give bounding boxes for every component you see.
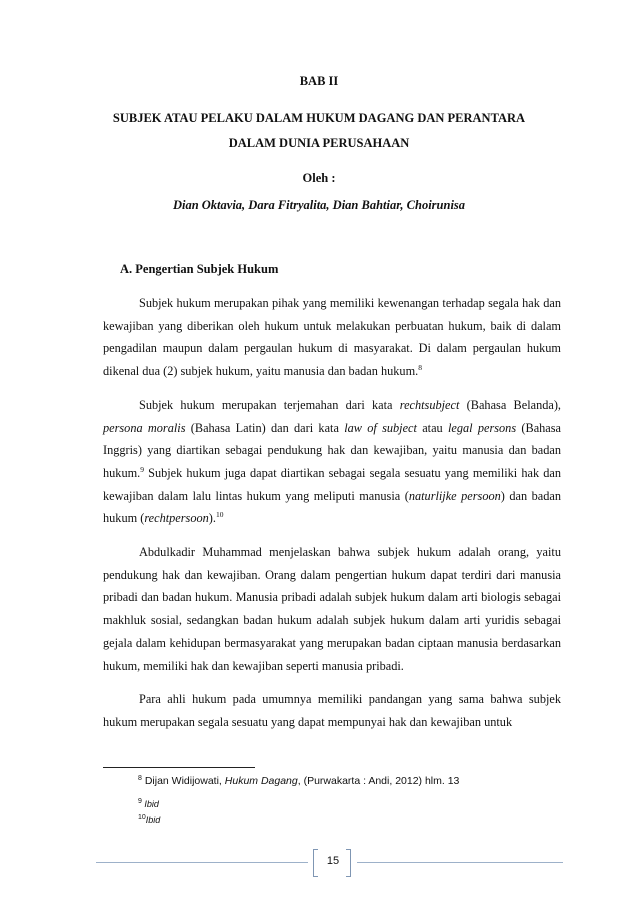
p2-text-1: Subjek hukum merupakan terjemahan dari kata xyxy=(139,397,400,412)
authors: Dian Oktavia, Dara Fitryalita, Dian Bahtiar, Choirunisa xyxy=(172,198,466,212)
p2-term-rechtsubject: rechtsubject xyxy=(399,397,460,412)
footer-rule-right xyxy=(357,862,563,863)
footnote-10-text: Ibid xyxy=(145,815,161,825)
paragraph-4-text: Para ahli hukum pada umumnya memiliki pandangan yang sama bahwa subjek hukum merupakan segala sesuatu yang dapat mempunyai hak dan kewajiban untuk xyxy=(103,692,561,729)
footnote-8-publisher: , (Purwakarta : Andi, 2012) hlm. 13 xyxy=(297,775,460,787)
p2-term-naturlijke-persoon: naturlijke persoon xyxy=(408,488,501,503)
chapter-title-line2: DALAM DUNIA PERUSAHAAN xyxy=(228,136,410,150)
body-text xyxy=(103,292,561,734)
paragraph-2 xyxy=(103,394,561,530)
footnote-9-number: 9 xyxy=(138,798,142,805)
p2-term-law-of-subject: law of subject xyxy=(344,420,417,435)
paragraph-1-text: Subjek hukum merupakan pihak yang memiliki kewenangan terhadap segala hak dan kewajiban yang diberikan oleh hukum untuk melakukan perbuatan hukum, baik di dalam pengadilan maupun dalam pergaulan hukum di masyarakat. Di dalam pergaulan hukum dikenal dua (2) subjek hukum, yaitu manusia dan badan hukum. xyxy=(103,296,561,379)
paragraph-3-text: Abdulkadir Muhammad menjelaskan bahwa subjek hukum adalah orang, yaitu pendukung hak dan kewajiban. Orang dalam pengertian hukum dapat terdiri dari manusia pribadi dan badan hukum. Manusia pribadi adalah subjek hukum dalam arti biologis sebagai makhluk sosial, sedangkan badan hukum adalah subjek hukum dalam arti yuridis sebagai gejala dalam kehidupan bermasyarakat yang merupakan badan ciptaan manusia berdasarkan hukum, memiliki hak dan kewajiban seperti manusia pribadi. xyxy=(103,545,561,673)
footnote-8-number: 8 xyxy=(138,775,142,782)
chapter-title-line1: SUBJEK ATAU PELAKU DALAM HUKUM DAGANG DAN PERANTARA xyxy=(112,111,526,125)
p2-text-6: Subjek hukum juga dapat diartikan sebagai segala sesuatu yang memiliki hak dan kewajiban dalam lalu lintas hukum yang meliputi manusia ( xyxy=(103,465,561,503)
p2-text-3: (Bahasa Latin) dan dari kata xyxy=(185,420,345,435)
footnote-8-book-title: Hukum Dagang xyxy=(224,775,298,787)
p2-term-persona-moralis: persona moralis xyxy=(103,420,186,435)
paragraph-1 xyxy=(103,292,561,383)
footnote-ref-9: 9 xyxy=(140,464,144,474)
footnote-separator xyxy=(103,767,255,768)
by-label: Oleh : xyxy=(302,171,336,185)
section-a-heading: A. Pengertian Subjek Hukum xyxy=(120,262,279,276)
footnote-ref-10: 10 xyxy=(215,510,224,520)
p2-text-8: ). xyxy=(208,511,216,526)
footnote-10-number: 10 xyxy=(138,814,146,821)
page-number: 15 xyxy=(326,855,340,867)
footnote-8-author: Dijan Widijowati, xyxy=(141,775,225,787)
footnote-10 xyxy=(138,815,160,825)
footnote-8 xyxy=(138,775,459,787)
paragraph-4 xyxy=(103,688,561,733)
p2-term-legal-persons: legal persons xyxy=(447,420,517,435)
p2-text-5: (Bahasa Inggris) yang diartikan sebagai pendukung hak dan kewajiban, yaitu manusia dan badan hukum. xyxy=(103,420,562,480)
p2-text-2: (Bahasa Belanda), xyxy=(459,397,561,412)
paragraph-3 xyxy=(103,541,561,677)
p2-text-7: ) dan badan hukum ( xyxy=(103,488,562,526)
p2-term-rechtpersoon: rechtpersoon xyxy=(144,511,209,526)
p2-text-4: atau xyxy=(416,420,448,435)
footnote-9 xyxy=(138,799,159,809)
footnote-ref-8: 8 xyxy=(418,363,422,373)
chapter-label: BAB II xyxy=(299,74,339,88)
footnote-9-text: Ibid xyxy=(141,799,159,809)
footer-rule-left xyxy=(96,862,308,863)
